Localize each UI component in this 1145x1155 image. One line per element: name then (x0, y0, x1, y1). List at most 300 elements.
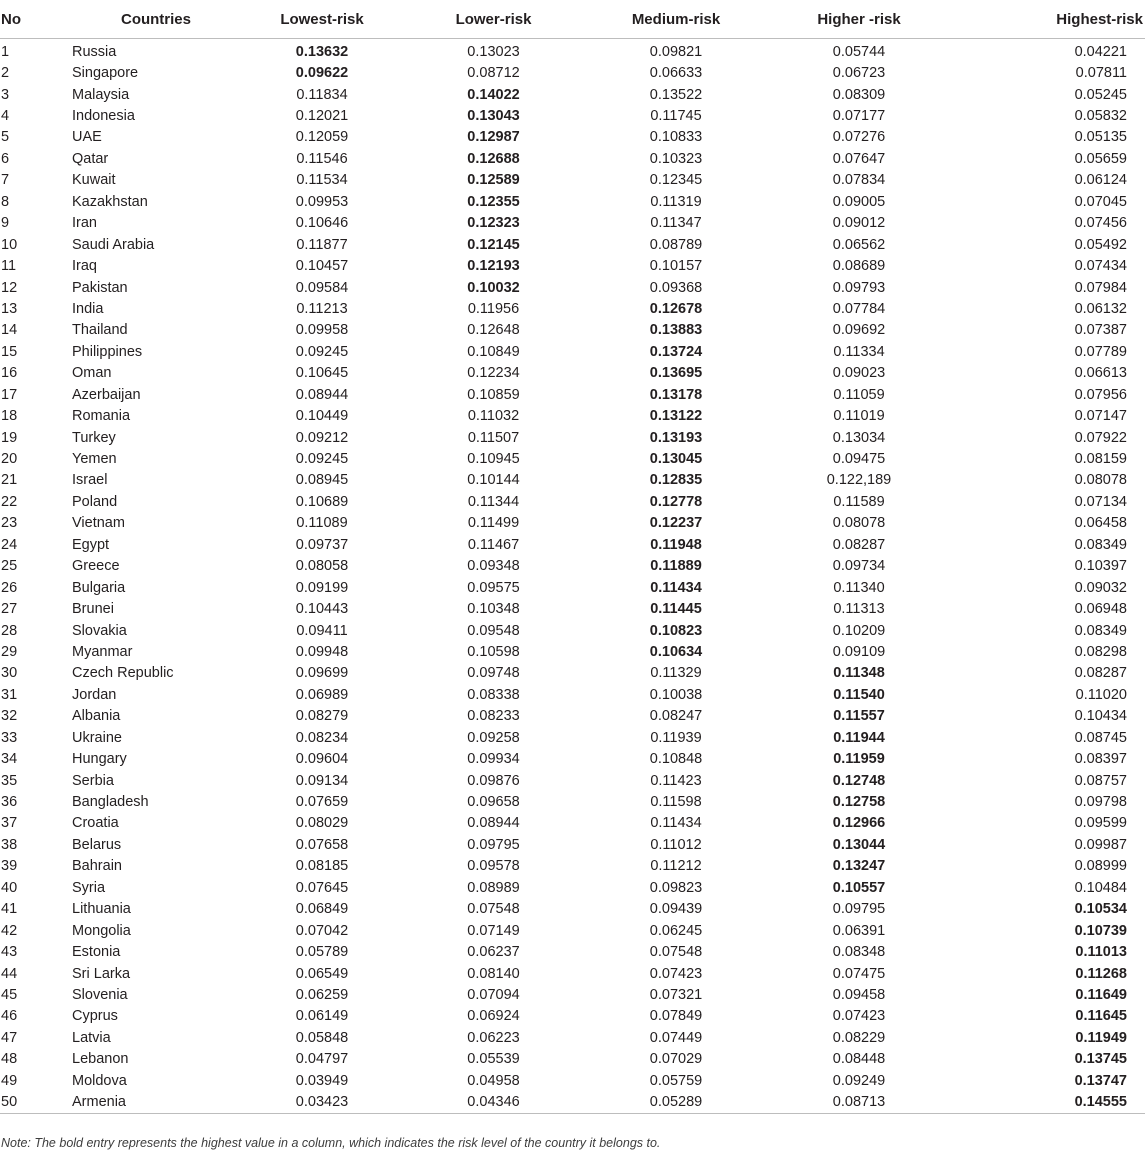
row-number: 34 (1, 751, 18, 768)
row-number: 19 (1, 429, 18, 446)
highest-risk-value: 0.07387 (1074, 322, 1127, 339)
lower-risk-value: 0.09258 (467, 729, 520, 746)
medium-risk-value: 0.11329 (650, 665, 702, 682)
country-name: Belarus (72, 836, 122, 853)
table-row (0, 856, 1145, 877)
highest-risk-value: 0.08078 (1074, 472, 1127, 489)
country-name: Lebanon (72, 1051, 129, 1068)
higher-risk-value: 0.09249 (832, 1072, 886, 1089)
lowest-risk-value: 0.11213 (296, 300, 348, 317)
higher-risk-value: 0.122,189 (826, 472, 892, 489)
higher-risk-value: 0.08309 (832, 86, 886, 103)
lower-risk-value: 0.08944 (467, 815, 520, 832)
country-name: Jordan (72, 686, 117, 703)
medium-risk-value: 0.10038 (649, 686, 703, 703)
row-number: 5 (1, 129, 10, 146)
table-row (0, 105, 1145, 126)
lower-risk-value: 0.12589 (467, 172, 520, 189)
higher-risk-value: 0.07834 (832, 172, 886, 189)
medium-risk-value: 0.13522 (649, 86, 703, 103)
row-number: 50 (0, 1091, 70, 1113)
medium-risk-value: 0.09439 (649, 901, 703, 918)
row-number: 20 (1, 451, 18, 468)
row-number: 45 (1, 986, 18, 1003)
highest-risk-value: 0.08745 (1074, 729, 1127, 746)
lowest-risk-value: 0.09584 (295, 279, 349, 296)
table-row (0, 920, 1145, 941)
medium-risk-value: 0.13883 (649, 322, 703, 339)
lowest-risk-value: 0.05789 (295, 944, 349, 961)
country-name: Sri Larka (72, 965, 131, 982)
lowest-risk-value: 0.10645 (295, 365, 349, 382)
medium-risk-value: 0.11434 (650, 579, 702, 596)
row-number: 4 (1, 108, 10, 125)
higher-risk-value: 0.12966 (832, 815, 886, 832)
header-medium-risk: Medium-risk (585, 0, 767, 39)
table-row (0, 255, 1145, 276)
higher-risk-value: 0.11313 (833, 601, 885, 618)
higher-risk-value: 0.11540 (833, 686, 885, 703)
lowest-risk-value: 0.03423 (242, 1091, 402, 1113)
higher-risk-value: 0.09795 (832, 901, 886, 918)
table-row (0, 341, 1145, 362)
country-name: Romania (72, 408, 131, 425)
higher-risk-value: 0.11019 (833, 408, 885, 425)
country-name: Croatia (72, 815, 119, 832)
higher-risk-value: 0.09475 (832, 451, 886, 468)
lower-risk-value: 0.05539 (467, 1051, 520, 1068)
country-name: Israel (72, 472, 108, 489)
highest-risk-value: 0.06613 (1074, 365, 1127, 382)
country-name: Kazakhstan (72, 193, 148, 210)
medium-risk-value: 0.12237 (649, 515, 703, 532)
highest-risk-value: 0.08287 (1074, 665, 1127, 682)
row-number: 8 (1, 193, 10, 210)
higher-risk-value: 0.11348 (833, 665, 885, 682)
lowest-risk-value: 0.09199 (295, 579, 349, 596)
table-row (0, 984, 1145, 1005)
lowest-risk-value: 0.09134 (295, 772, 349, 789)
table-row (0, 1006, 1145, 1027)
country-name: Qatar (72, 150, 109, 167)
highest-risk-value: 0.07045 (1074, 193, 1127, 210)
lowest-risk-value: 0.06259 (295, 986, 349, 1003)
higher-risk-value: 0.07177 (832, 108, 886, 125)
higher-risk-value: 0.13044 (832, 836, 886, 853)
lower-risk-value: 0.10032 (467, 279, 520, 296)
medium-risk-value: 0.11598 (650, 794, 702, 811)
table-row (0, 491, 1145, 512)
country-name: Slovakia (72, 622, 127, 639)
highest-risk-value: 0.11020 (1075, 686, 1127, 703)
table-row (0, 1027, 1145, 1048)
country-name: Poland (72, 493, 118, 510)
country-name: Bangladesh (72, 794, 149, 811)
lowest-risk-value: 0.08945 (295, 472, 349, 489)
medium-risk-value: 0.10634 (649, 643, 703, 660)
table-row (0, 363, 1145, 384)
highest-risk-value: 0.09987 (1074, 836, 1127, 853)
lower-risk-value: 0.04958 (467, 1072, 520, 1089)
row-number: 14 (1, 322, 18, 339)
header-lower-risk: Lower-risk (402, 0, 585, 39)
highest-risk-value: 0.11268 (1075, 965, 1127, 982)
lowest-risk-value: 0.10443 (295, 601, 349, 618)
row-number: 3 (1, 86, 10, 103)
lowest-risk-value: 0.08234 (295, 729, 349, 746)
row-number: 6 (1, 150, 10, 167)
higher-risk-value: 0.12748 (832, 772, 886, 789)
country-name: Indonesia (72, 108, 135, 125)
highest-risk-value: 0.07134 (1074, 493, 1127, 510)
lower-risk-value: 0.04346 (402, 1091, 585, 1113)
medium-risk-value: 0.11889 (650, 558, 702, 575)
lowest-risk-value: 0.03949 (295, 1072, 349, 1089)
table-header-row (0, 0, 1145, 39)
highest-risk-value: 0.08999 (1074, 858, 1127, 875)
country-name: Iran (72, 215, 97, 232)
higher-risk-value: 0.09692 (832, 322, 886, 339)
country-name: Philippines (72, 343, 143, 360)
country-name: India (72, 300, 104, 317)
medium-risk-value: 0.11347 (650, 215, 702, 232)
table-note: Note: The bold entry represents the highest value in a column, which indicates the risk level of the country it belongs to. (1, 1136, 661, 1150)
lower-risk-value: 0.09548 (467, 622, 520, 639)
row-number: 30 (1, 665, 18, 682)
table-row (0, 213, 1145, 234)
lowest-risk-value: 0.06849 (295, 901, 349, 918)
lowest-risk-value: 0.11877 (296, 236, 348, 253)
higher-risk-value: 0.09109 (832, 643, 886, 660)
highest-risk-value: 0.07456 (1074, 215, 1127, 232)
lower-risk-value: 0.09748 (467, 665, 520, 682)
highest-risk-value: 0.11645 (1075, 1008, 1127, 1025)
table-row (0, 405, 1145, 426)
lowest-risk-value: 0.08029 (295, 815, 349, 832)
country-name: Turkey (72, 429, 116, 446)
highest-risk-value: 0.06132 (1074, 300, 1127, 317)
country-name: Vietnam (72, 515, 125, 532)
row-number: 24 (1, 536, 18, 553)
table-row (0, 277, 1145, 298)
country-name: Estonia (72, 944, 121, 961)
higher-risk-value: 0.11340 (833, 579, 885, 596)
table-row (0, 427, 1145, 448)
medium-risk-value: 0.07548 (649, 944, 703, 961)
country-name: Thailand (72, 322, 128, 339)
country-name: Moldova (72, 1072, 127, 1089)
row-number: 21 (1, 472, 18, 489)
table-row (0, 513, 1145, 534)
higher-risk-value: 0.09458 (832, 986, 886, 1003)
country-name: Latvia (72, 1029, 111, 1046)
row-number: 48 (1, 1051, 18, 1068)
country-name: Bulgaria (72, 579, 126, 596)
medium-risk-value: 0.08247 (649, 708, 703, 725)
lower-risk-value: 0.11507 (467, 429, 520, 446)
highest-risk-value: 0.04221 (1074, 43, 1127, 60)
country-name: Slovenia (72, 986, 128, 1003)
table-row (0, 556, 1145, 577)
table-row (0, 813, 1145, 834)
country-name: Greece (72, 558, 120, 575)
highest-risk-value: 0.10534 (1074, 901, 1127, 918)
country-name: Egypt (72, 536, 110, 553)
medium-risk-value: 0.13122 (649, 408, 703, 425)
row-number: 39 (1, 858, 18, 875)
lower-risk-value: 0.08989 (467, 879, 520, 896)
medium-risk-value: 0.11319 (650, 193, 702, 210)
higher-risk-value: 0.10209 (832, 622, 886, 639)
lower-risk-value: 0.11032 (467, 408, 520, 425)
highest-risk-value: 0.07789 (1074, 343, 1127, 360)
country-name: Mongolia (72, 922, 131, 939)
lower-risk-value: 0.10348 (467, 601, 520, 618)
highest-risk-value: 0.13745 (1074, 1051, 1127, 1068)
table-row (0, 748, 1145, 769)
highest-risk-value: 0.11649 (1075, 986, 1127, 1003)
medium-risk-value: 0.09821 (649, 43, 703, 60)
table-row (0, 170, 1145, 191)
highest-risk-value: 0.09798 (1074, 794, 1127, 811)
highest-risk-value: 0.14555 (951, 1091, 1145, 1113)
table-row (0, 706, 1145, 727)
row-number: 26 (1, 579, 18, 596)
table-row (0, 384, 1145, 405)
row-number: 27 (1, 601, 18, 618)
country-name: Azerbaijan (72, 386, 141, 403)
lower-risk-value: 0.08338 (467, 686, 520, 703)
row-number: 44 (1, 965, 18, 982)
lower-risk-value: 0.07149 (467, 922, 520, 939)
higher-risk-value: 0.12758 (832, 794, 886, 811)
highest-risk-value: 0.09032 (1074, 579, 1127, 596)
medium-risk-value: 0.10833 (649, 129, 703, 146)
row-number: 28 (1, 622, 18, 639)
higher-risk-value: 0.07276 (832, 129, 886, 146)
lower-risk-value: 0.06237 (467, 944, 520, 961)
lower-risk-value: 0.12193 (467, 258, 520, 275)
higher-risk-value: 0.08287 (832, 536, 886, 553)
medium-risk-value: 0.07449 (649, 1029, 703, 1046)
medium-risk-value: 0.11745 (650, 108, 702, 125)
highest-risk-value: 0.08298 (1074, 643, 1127, 660)
higher-risk-value: 0.09023 (832, 365, 886, 382)
higher-risk-value: 0.13247 (832, 858, 886, 875)
table-row (0, 534, 1145, 555)
header-lowest-risk: Lowest-risk (242, 0, 402, 39)
row-number: 38 (1, 836, 18, 853)
highest-risk-value: 0.05245 (1074, 86, 1127, 103)
lower-risk-value: 0.10859 (467, 386, 520, 403)
lowest-risk-value: 0.09245 (295, 451, 349, 468)
table-row (0, 963, 1145, 984)
lowest-risk-value: 0.08944 (295, 386, 349, 403)
higher-risk-value: 0.11557 (833, 708, 885, 725)
lower-risk-value: 0.09876 (467, 772, 520, 789)
highest-risk-value: 0.06458 (1074, 515, 1127, 532)
lower-risk-value: 0.12145 (467, 236, 520, 253)
highest-risk-value: 0.09599 (1074, 815, 1127, 832)
lowest-risk-value: 0.09953 (295, 193, 349, 210)
higher-risk-value: 0.09012 (832, 215, 886, 232)
lower-risk-value: 0.10945 (467, 451, 520, 468)
country-name: Yemen (72, 451, 117, 468)
lowest-risk-value: 0.06549 (295, 965, 349, 982)
highest-risk-value: 0.10484 (1074, 879, 1127, 896)
medium-risk-value: 0.11939 (650, 729, 702, 746)
lower-risk-value: 0.12987 (467, 129, 520, 146)
lower-risk-value: 0.09658 (467, 794, 520, 811)
lower-risk-value: 0.11956 (467, 300, 520, 317)
higher-risk-value: 0.08078 (832, 515, 886, 532)
medium-risk-value: 0.07321 (649, 986, 703, 1003)
lower-risk-value: 0.11344 (467, 493, 520, 510)
medium-risk-value: 0.12835 (649, 472, 703, 489)
table-row (0, 127, 1145, 148)
table-row (0, 148, 1145, 169)
row-number: 32 (1, 708, 18, 725)
lower-risk-value: 0.12688 (467, 150, 520, 167)
row-number: 29 (1, 643, 18, 660)
medium-risk-value: 0.12345 (649, 172, 703, 189)
lower-risk-value: 0.12323 (467, 215, 520, 232)
lower-risk-value: 0.10849 (467, 343, 520, 360)
lower-risk-value: 0.10144 (467, 472, 520, 489)
medium-risk-value: 0.07849 (649, 1008, 703, 1025)
lowest-risk-value: 0.09622 (295, 65, 349, 82)
lowest-risk-value: 0.04797 (295, 1051, 349, 1068)
highest-risk-value: 0.11949 (1075, 1029, 1127, 1046)
lower-risk-value: 0.13043 (467, 108, 520, 125)
higher-risk-value: 0.08348 (832, 944, 886, 961)
table-row (0, 234, 1145, 255)
row-number: 15 (1, 343, 18, 360)
lower-risk-value: 0.14022 (467, 86, 520, 103)
medium-risk-value: 0.06633 (649, 65, 703, 82)
country-name: Singapore (72, 65, 139, 82)
medium-risk-value: 0.07423 (649, 965, 703, 982)
highest-risk-value: 0.08349 (1074, 536, 1127, 553)
medium-risk-value: 0.10848 (649, 751, 703, 768)
row-number: 42 (1, 922, 18, 939)
lower-risk-value: 0.09578 (467, 858, 520, 875)
lowest-risk-value: 0.11089 (296, 515, 348, 532)
medium-risk-value: 0.10323 (649, 150, 703, 167)
highest-risk-value: 0.07956 (1074, 386, 1127, 403)
lowest-risk-value: 0.07659 (295, 794, 349, 811)
lowest-risk-value: 0.06149 (295, 1008, 349, 1025)
table-body (0, 39, 1145, 1114)
higher-risk-value: 0.11334 (833, 343, 885, 360)
country-name: Malaysia (72, 86, 130, 103)
header-no: No (0, 0, 70, 39)
country-name: Pakistan (72, 279, 128, 296)
medium-risk-value: 0.11434 (650, 815, 702, 832)
country-name: Czech Republic (72, 665, 174, 682)
row-number: 36 (1, 794, 18, 811)
medium-risk-value: 0.06245 (649, 922, 703, 939)
lower-risk-value: 0.08712 (467, 65, 520, 82)
lower-risk-value: 0.07094 (467, 986, 520, 1003)
medium-risk-value: 0.12678 (649, 300, 703, 317)
country-name: Iraq (72, 258, 97, 275)
table-row (0, 941, 1145, 962)
country-name: Cyprus (72, 1008, 118, 1025)
higher-risk-value: 0.09793 (832, 279, 886, 296)
highest-risk-value: 0.08159 (1074, 451, 1127, 468)
row-number: 43 (1, 944, 18, 961)
row-number: 23 (1, 515, 18, 532)
medium-risk-value: 0.11423 (650, 772, 702, 789)
lowest-risk-value: 0.08185 (295, 858, 349, 875)
row-number: 2 (1, 65, 10, 82)
lowest-risk-value: 0.09604 (295, 751, 349, 768)
row-number: 35 (1, 772, 18, 789)
country-name: Saudi Arabia (72, 236, 155, 253)
lowest-risk-value: 0.12059 (295, 129, 349, 146)
medium-risk-value: 0.13724 (649, 343, 703, 360)
lowest-risk-value: 0.05848 (295, 1029, 349, 1046)
highest-risk-value: 0.07147 (1074, 408, 1127, 425)
country-name: Oman (72, 365, 112, 382)
higher-risk-value: 0.08229 (832, 1029, 886, 1046)
medium-risk-value: 0.11445 (650, 601, 702, 618)
lower-risk-value: 0.06924 (467, 1008, 520, 1025)
table-row (0, 1070, 1145, 1091)
country-name: Serbia (72, 772, 114, 789)
medium-risk-value: 0.13695 (649, 365, 703, 382)
lowest-risk-value: 0.06989 (295, 686, 349, 703)
row-number: 17 (1, 386, 18, 403)
higher-risk-value: 0.06723 (832, 65, 886, 82)
country-name: Ukraine (72, 729, 122, 746)
country-name: Russia (72, 43, 117, 60)
highest-risk-value: 0.06124 (1074, 172, 1127, 189)
country-name: Hungary (72, 751, 127, 768)
higher-risk-value: 0.09734 (832, 558, 886, 575)
lowest-risk-value: 0.10457 (295, 258, 349, 275)
table-row (0, 84, 1145, 105)
row-number: 47 (1, 1029, 18, 1046)
lowest-risk-value: 0.07042 (295, 922, 349, 939)
medium-risk-value: 0.11948 (650, 536, 702, 553)
country-name: Bahrain (72, 858, 122, 875)
highest-risk-value: 0.07984 (1074, 279, 1127, 296)
medium-risk-value: 0.09368 (649, 279, 703, 296)
lower-risk-value: 0.08140 (467, 965, 520, 982)
lower-risk-value: 0.10598 (467, 643, 520, 660)
row-number: 33 (1, 729, 18, 746)
table-row (0, 663, 1145, 684)
lowest-risk-value: 0.09737 (295, 536, 349, 553)
higher-risk-value: 0.06562 (832, 236, 886, 253)
highest-risk-value: 0.13747 (1074, 1072, 1127, 1089)
lowest-risk-value: 0.09212 (295, 429, 349, 446)
higher-risk-value: 0.11589 (833, 493, 885, 510)
table-row (0, 834, 1145, 855)
country-name: Armenia (70, 1091, 242, 1113)
lowest-risk-value: 0.09958 (295, 322, 349, 339)
table-row (0, 727, 1145, 748)
higher-risk-value: 0.07475 (832, 965, 886, 982)
row-number: 9 (1, 215, 10, 232)
country-name: UAE (72, 129, 102, 146)
row-number: 13 (1, 300, 18, 317)
highest-risk-value: 0.08349 (1074, 622, 1127, 639)
row-number: 40 (1, 879, 18, 896)
lower-risk-value: 0.12355 (467, 193, 520, 210)
